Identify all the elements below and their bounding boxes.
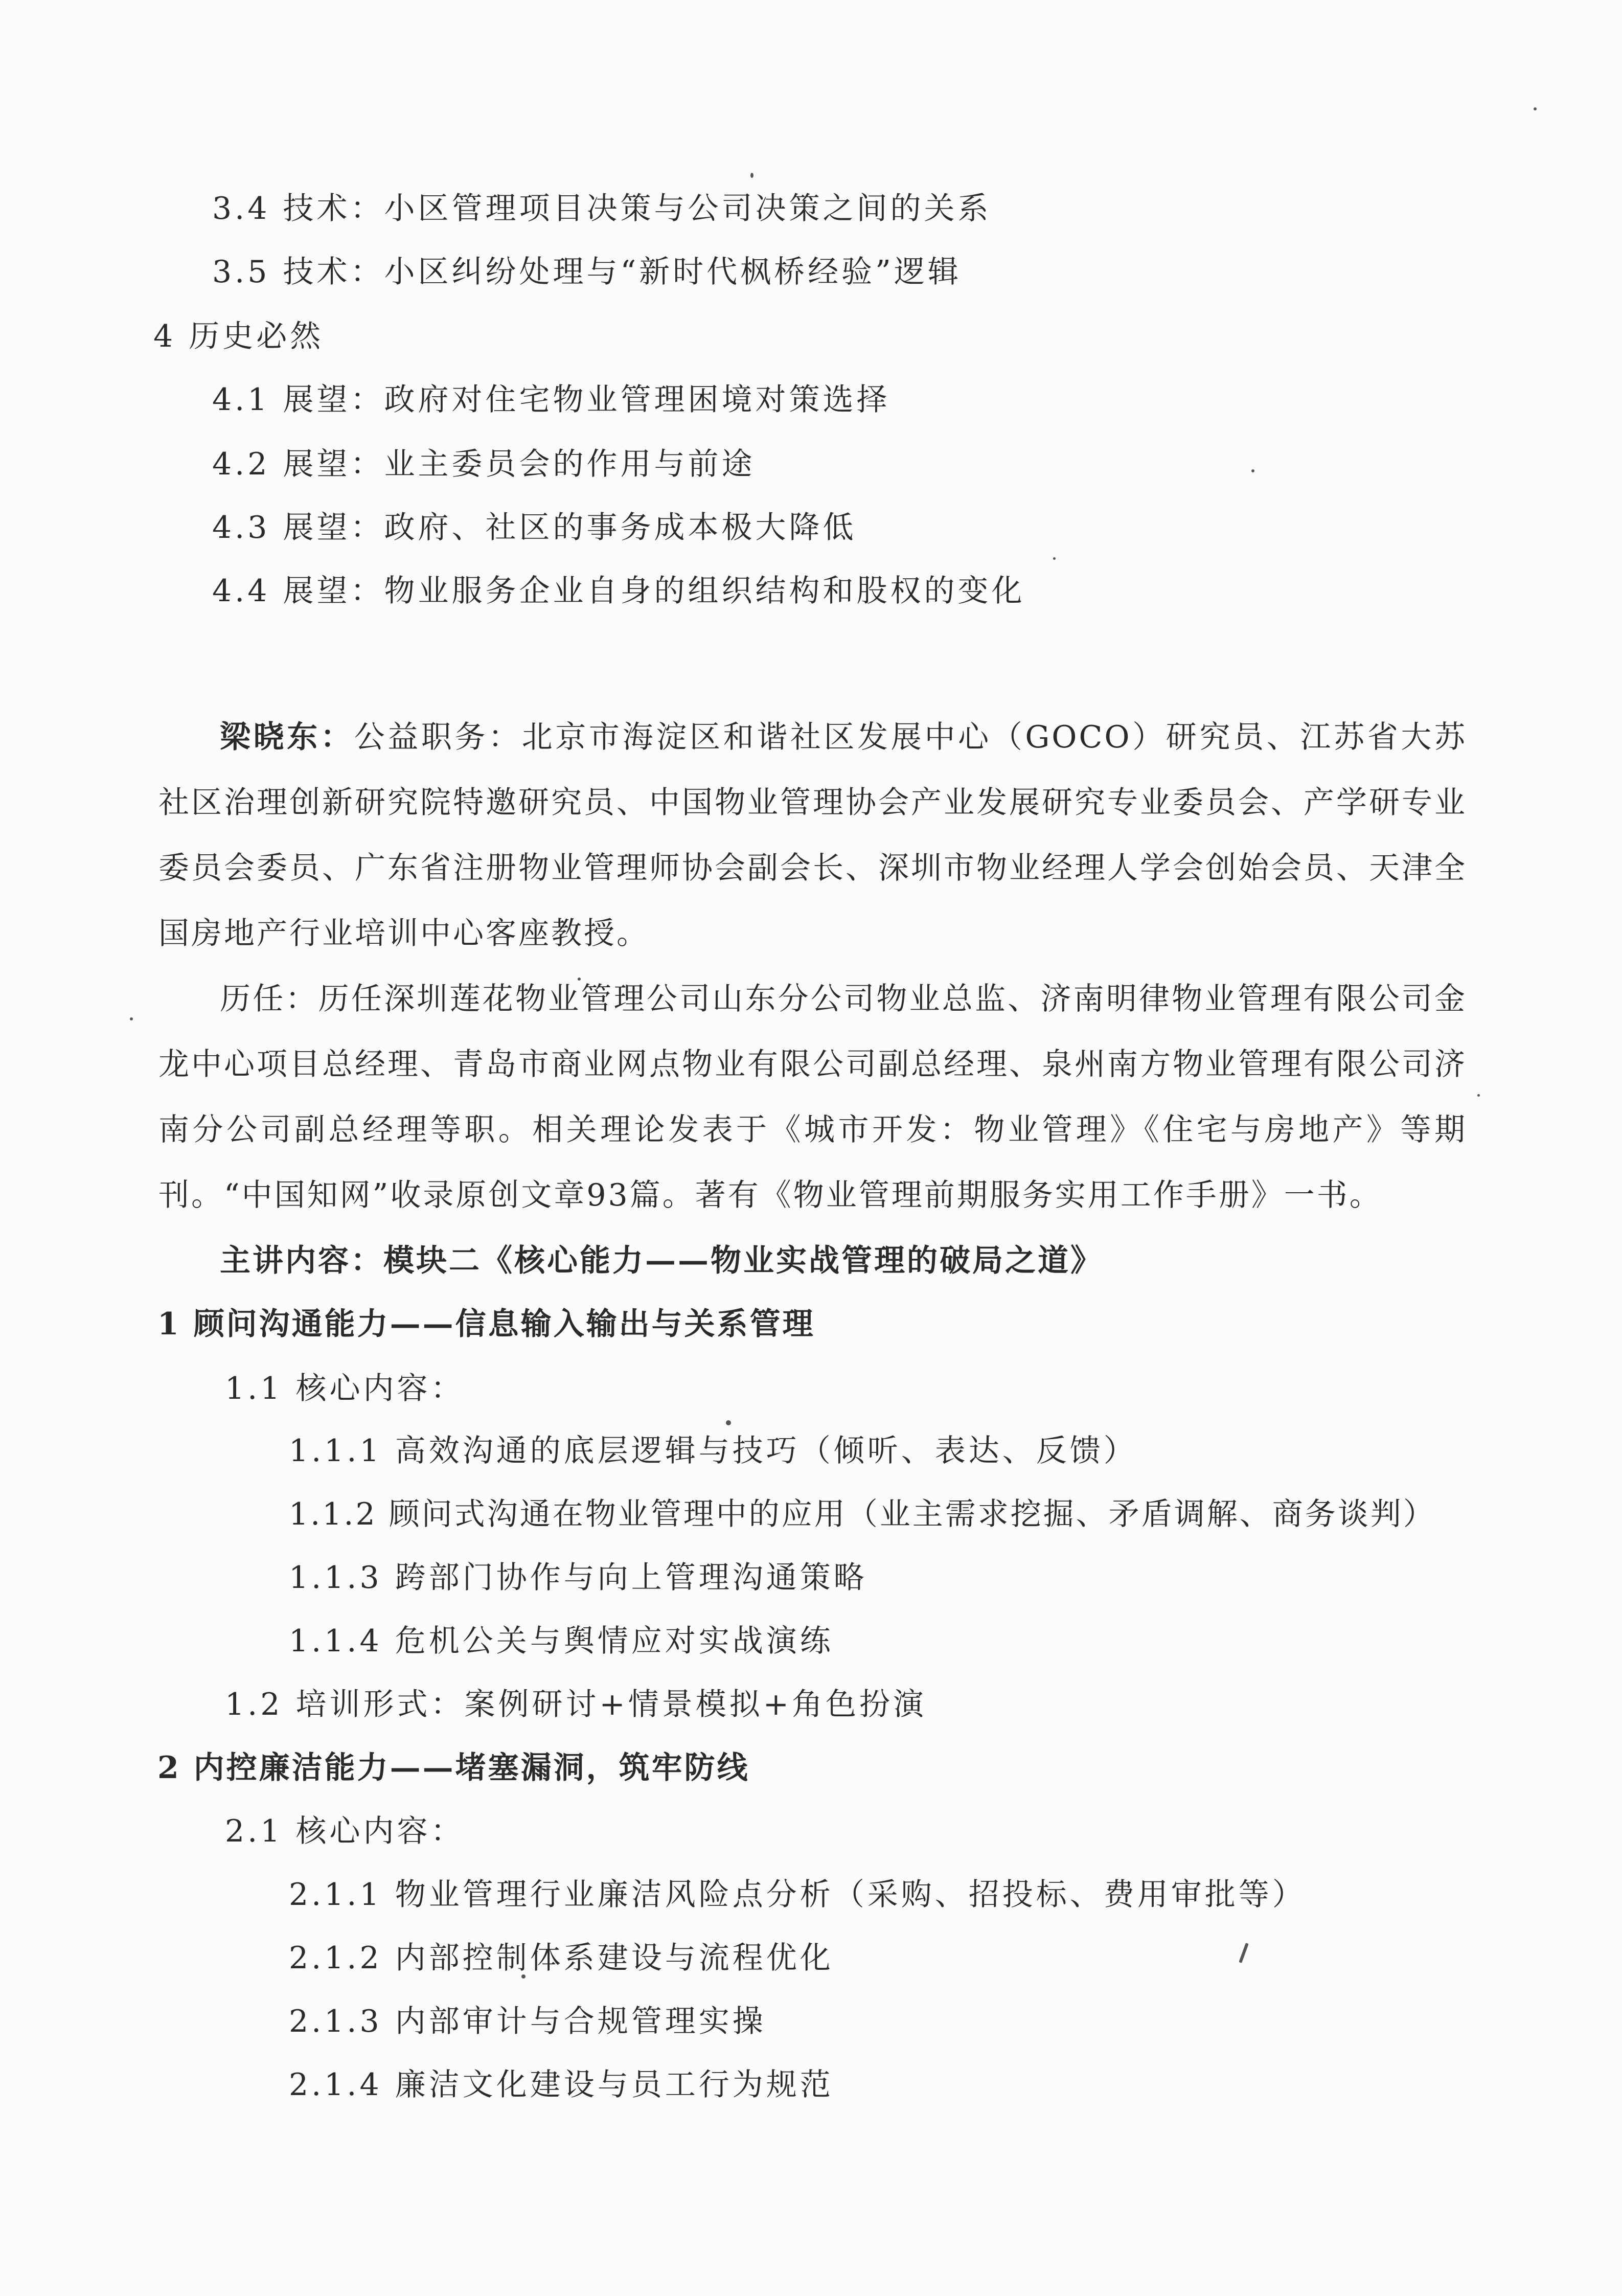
core-label: 2.1 核心内容： — [225, 1813, 465, 1849]
list-item: 1.1.2 顾问式沟通在物业管理中的应用（业主需求挖掘、矛盾调解、商务谈判） — [289, 1496, 1436, 1532]
section-heading: 2 内控廉洁能力——堵塞漏洞，筑牢防线 — [157, 1750, 750, 1786]
scan-speck — [130, 1017, 133, 1020]
scan-speck — [750, 173, 753, 178]
scan-speck — [1251, 469, 1254, 472]
list-item: 1.1.4 危机公关与舆情应对实战演练 — [289, 1623, 834, 1659]
list-item: 3.4 技术：小区管理项目决策与公司决策之间的关系 — [212, 191, 992, 226]
section-heading: 1 顾问沟通能力——信息输入输出与关系管理 — [157, 1306, 815, 1342]
list-item: 2.1.3 内部审计与合规管理实操 — [289, 2004, 766, 2039]
bio-history-text: 历任：历任深圳莲花物业管理公司山东分公司物业总监、济南明律物业管理有限公司金龙中心项目总经理、青岛市商业网点物业有限公司副总经理、泉州南方物业管理有限公司济南分公司副总经理等职。相关理论发表于《城市开发：物业管理》《住宅与房地产》等期刊。“中国知网”收录原创文章93篇。著有《物业管理前期服务实用工作手册》一书。 — [158, 981, 1467, 1213]
list-item: 3.5 技术：小区纠纷处理与“新时代枫桥经验”逻辑 — [212, 254, 962, 290]
list-item: 4.1 展望：政府对住宅物业管理困境对策选择 — [212, 382, 890, 418]
module-title: 主讲内容：模块二《核心能力——物业实战管理的破局之道》 — [220, 1243, 1103, 1279]
bio-public-roles — [158, 704, 1467, 966]
list-item: 2.1.4 廉洁文化建设与员工行为规范 — [289, 2067, 834, 2103]
list-item: 4.4 展望：物业服务企业自身的组织结构和股权的变化 — [212, 573, 1025, 609]
scan-speck — [726, 1420, 731, 1425]
scan-speck — [1053, 557, 1056, 560]
scan-speck — [1534, 107, 1537, 110]
scan-speck — [1239, 1943, 1248, 1963]
bio-history — [158, 966, 1467, 1228]
bio-name: 梁晓东： — [220, 719, 354, 755]
scan-speck — [1477, 1094, 1480, 1097]
list-item: 4.3 展望：政府、社区的事务成本极大降低 — [212, 510, 857, 545]
core-label: 1.1 核心内容： — [225, 1371, 465, 1406]
training-format: 1.2 培训形式：案例研讨+情景模拟+角色扮演 — [225, 1687, 927, 1722]
list-item: 1.1.3 跨部门协作与向上管理沟通策略 — [289, 1560, 867, 1596]
list-item: 4.2 展望：业主委员会的作用与前途 — [212, 446, 756, 482]
list-item: 1.1.1 高效沟通的底层逻辑与技巧（倾听、表达、反馈） — [289, 1433, 1137, 1469]
list-item: 2.1.1 物业管理行业廉洁风险点分析（采购、招投标、费用审批等） — [289, 1877, 1306, 1913]
list-item: 2.1.2 内部控制体系建设与流程优化 — [289, 1940, 834, 1976]
bio-public-roles-text: 公益职务：北京市海淀区和谐社区发展中心（GOCO）研究员、江苏省大苏社区治理创新研究院特邀研究员、中国物业管理协会产业发展研究专业委员会、产学研专业委员会委员、广东省注册物业管理师协会副会长、深圳市物业经理人学会创始会员、天津全国房地产行业培训中心客座教授。 — [158, 719, 1467, 951]
section-heading: 4 历史必然 — [153, 319, 324, 354]
